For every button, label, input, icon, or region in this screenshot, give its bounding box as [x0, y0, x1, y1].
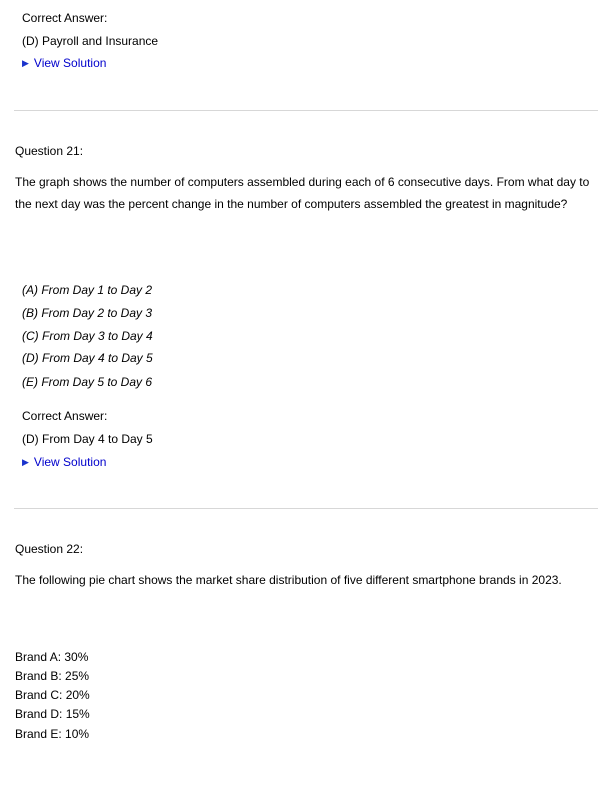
answer-option-e: (E) From Day 5 to Day 6: [22, 375, 153, 389]
list-item: Brand D: 15%: [15, 707, 90, 721]
correct-answer-value: (D) Payroll and Insurance: [22, 34, 159, 48]
correct-answer-label: Correct Answer:: [22, 409, 108, 423]
question-title: Question 22:: [15, 542, 84, 556]
question-prompt: The following pie chart shows the market share distribution of five different smartphone brands in 2023.: [15, 573, 562, 587]
correct-answer-label: Correct Answer:: [22, 11, 108, 25]
divider: [14, 110, 598, 111]
question-title: Question 21:: [15, 144, 84, 158]
correct-answer-value: (D) From Day 4 to Day 5: [22, 432, 153, 446]
list-item: Brand A: 30%: [15, 650, 89, 664]
triangle-right-icon: ▶: [22, 457, 29, 467]
triangle-right-icon: ▶: [22, 58, 29, 68]
view-solution-link[interactable]: View Solution: [33, 56, 107, 70]
list-item: Brand E: 10%: [15, 727, 90, 741]
divider: [14, 508, 598, 509]
answer-option-d: (D) From Day 4 to Day 5: [22, 351, 153, 365]
answer-option-b: (B) From Day 2 to Day 3: [22, 306, 153, 320]
list-item: Brand B: 25%: [15, 669, 90, 683]
view-solution-toggle[interactable]: [22, 56, 106, 71]
list-item: Brand C: 20%: [15, 688, 90, 702]
answer-option-a: (A) From Day 1 to Day 2: [22, 283, 153, 297]
view-solution-link[interactable]: View Solution: [33, 455, 107, 469]
view-solution-toggle[interactable]: [22, 455, 106, 470]
question-prompt: The graph shows the number of computers assembled during each of 6 consecutive days. From what day to the next day was the percent change in the number of computers assembled the greatest in magnitude?: [15, 175, 590, 211]
answer-option-c: (C) From Day 3 to Day 4: [22, 329, 153, 343]
